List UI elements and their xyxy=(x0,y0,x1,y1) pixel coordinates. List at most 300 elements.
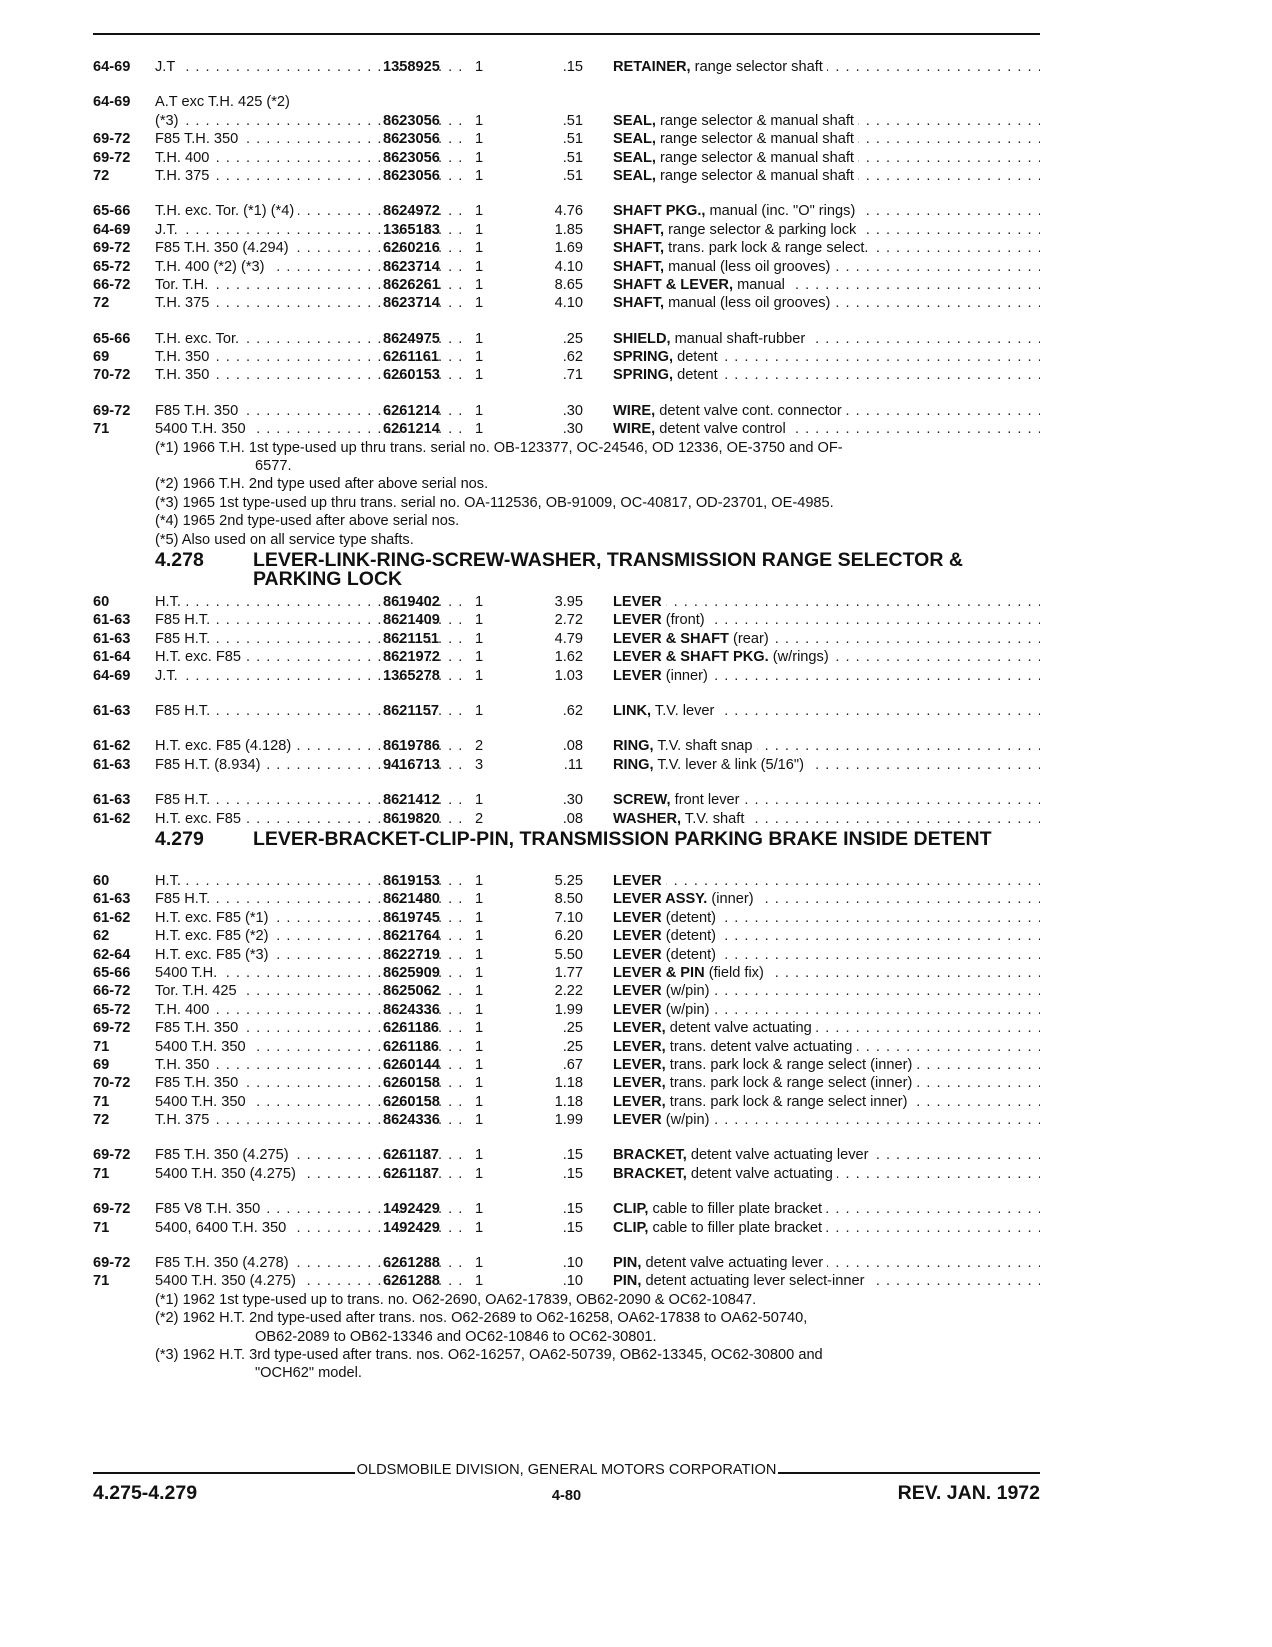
application-text: H.T. exc. F85 (*1) xyxy=(155,910,273,926)
part-row xyxy=(93,872,1043,890)
item-description xyxy=(613,667,1040,685)
item-name: LEVER, xyxy=(613,1075,666,1092)
item-detail: (front) xyxy=(665,612,705,629)
item-detail: (inner) xyxy=(665,667,708,684)
application-text: (*3) xyxy=(155,113,183,129)
price: .10 xyxy=(562,1273,583,1290)
model-years: 61-62 xyxy=(93,738,131,755)
item-description xyxy=(613,946,1040,964)
item-description xyxy=(613,402,1040,420)
application-text: T.H. 400 (*2) (*3) xyxy=(155,259,269,275)
row-spacer xyxy=(93,685,1043,702)
part-row xyxy=(93,420,1043,438)
section-number: 4.278 xyxy=(155,549,204,572)
quantity: 1 xyxy=(475,630,484,647)
item-text xyxy=(613,983,714,999)
part-number: 6261214 xyxy=(383,421,440,438)
item-name: LINK, xyxy=(613,703,652,720)
part-row xyxy=(93,1111,1043,1129)
model-years: 65-66 xyxy=(93,330,131,347)
item-text xyxy=(613,612,709,628)
quantity: 1 xyxy=(475,276,484,293)
footnote-continuation: 6577. xyxy=(255,458,292,475)
model-years: 65-66 xyxy=(93,964,131,981)
item-detail: manual xyxy=(737,276,785,293)
item-detail: cable to filler plate bracket xyxy=(652,1219,823,1236)
quantity: 1 xyxy=(475,258,484,275)
quantity: 1 xyxy=(475,1165,484,1182)
quantity: 2 xyxy=(475,810,484,827)
section-number: 4.279 xyxy=(155,827,204,850)
part-number: 8623056 xyxy=(383,131,440,148)
item-description xyxy=(613,1200,1040,1218)
item-text xyxy=(613,1112,714,1128)
item-name: SHAFT & LEVER, xyxy=(613,276,733,293)
application-text: F85 H.T. (8.934) xyxy=(155,757,264,773)
item-description xyxy=(613,890,1040,908)
part-number: 9416713 xyxy=(383,756,440,773)
item-detail: (w/pin) xyxy=(665,983,710,1000)
parts-group-4-277 xyxy=(93,58,1043,439)
item-name: WIRE, xyxy=(613,402,656,419)
quantity: 1 xyxy=(475,1112,484,1129)
item-text xyxy=(613,1147,873,1163)
item-text xyxy=(613,59,827,75)
price: 1.99 xyxy=(554,1001,583,1018)
item-name: PIN, xyxy=(613,1273,642,1290)
item-description xyxy=(613,1165,1040,1183)
item-detail: (detent) xyxy=(665,928,717,945)
price: .30 xyxy=(562,402,583,419)
item-name: CLIP, xyxy=(613,1219,649,1236)
part-row xyxy=(93,239,1043,257)
item-detail: trans. park lock & range select inner) xyxy=(669,1093,908,1110)
price: 4.76 xyxy=(554,203,583,220)
model-years: 69-72 xyxy=(93,131,131,148)
item-description xyxy=(613,927,1040,945)
quantity: 1 xyxy=(475,330,484,347)
model-years: 70-72 xyxy=(93,367,131,384)
item-name: BRACKET, xyxy=(613,1165,687,1182)
item-text xyxy=(613,113,858,129)
part-row xyxy=(93,1146,1043,1164)
part-row xyxy=(93,611,1043,629)
item-text xyxy=(613,277,789,293)
item-name: LEVER xyxy=(613,928,662,945)
model-years: 60 xyxy=(93,872,110,889)
item-text xyxy=(613,965,768,981)
part-number: 8623056 xyxy=(383,149,440,166)
quantity: 1 xyxy=(475,1038,484,1055)
part-row xyxy=(93,982,1043,1000)
model-years: 66-72 xyxy=(93,983,131,1000)
item-detail: (w/pin) xyxy=(665,1112,710,1129)
price: 4.79 xyxy=(554,630,583,647)
item-detail: detent valve actuating lever xyxy=(690,1147,869,1164)
part-number: 1365183 xyxy=(383,221,440,238)
part-number: 6261187 xyxy=(383,1165,440,1182)
part-number: 6261186 xyxy=(383,1038,440,1055)
part-row xyxy=(93,294,1043,312)
footnote xyxy=(93,1346,1043,1383)
price: .10 xyxy=(562,1255,583,1272)
item-description xyxy=(613,294,1040,312)
part-number: 1492429 xyxy=(383,1201,440,1218)
part-row xyxy=(93,1019,1043,1037)
part-row xyxy=(93,791,1043,809)
quantity: 1 xyxy=(475,349,484,366)
quantity: 1 xyxy=(475,421,484,438)
item-description xyxy=(613,909,1040,927)
application-text: T.H. 400 xyxy=(155,1002,213,1018)
item-description xyxy=(613,276,1040,294)
item-description xyxy=(613,1093,1040,1111)
part-row xyxy=(93,112,1043,130)
price: 3.95 xyxy=(554,594,583,611)
model-years: 65-66 xyxy=(93,203,131,220)
item-text xyxy=(613,891,758,907)
price: .62 xyxy=(562,703,583,720)
item-text xyxy=(613,910,720,926)
item-text xyxy=(613,222,860,238)
revision-date: REV. JAN. 1972 xyxy=(897,1482,1040,1504)
item-detail: range selector & manual shaft xyxy=(660,167,854,184)
item-name: LEVER & PIN xyxy=(613,964,705,981)
top-rule xyxy=(93,33,1040,35)
part-number: 8621480 xyxy=(383,891,440,908)
footnote-continuation: OB62-2089 to OB62-13346 and OC62-10846 to OC62-30801. xyxy=(255,1328,657,1345)
price: 1.03 xyxy=(554,667,583,684)
row-spacer xyxy=(93,1129,1043,1146)
item-name: PIN, xyxy=(613,1255,642,1272)
item-name: LEVER xyxy=(613,946,662,963)
item-description xyxy=(613,1219,1040,1237)
item-name: LEVER, xyxy=(613,1020,666,1037)
item-detail: range selector shaft xyxy=(694,59,823,75)
footnote-text: (*3) 1962 H.T. 3rd type-used after trans. nos. O62-16257, OA62-50739, OB62-13345, OC62-30800 and xyxy=(155,1347,823,1364)
application-text: H.T. exc. F85 (*3) xyxy=(155,947,273,963)
quantity: 1 xyxy=(475,203,484,220)
application-text: T.H. 375 xyxy=(155,1112,213,1128)
item-name: RING, xyxy=(613,756,654,773)
model-years: 60 xyxy=(93,594,110,611)
model-years: 61-62 xyxy=(93,909,131,926)
application-text: 5400 T.H. xyxy=(155,965,221,981)
footnote xyxy=(93,512,1043,530)
item-description xyxy=(613,872,1040,890)
part-row xyxy=(93,130,1043,148)
item-detail: detent valve control xyxy=(659,421,786,438)
item-detail: manual shaft-rubber xyxy=(674,330,806,347)
price: .51 xyxy=(562,167,583,184)
model-years: 62 xyxy=(93,928,110,945)
part-number: 8624972 xyxy=(383,203,440,220)
footnote-text: (*4) 1965 2nd type-used after above serial nos. xyxy=(155,513,460,530)
quantity: 1 xyxy=(475,402,484,419)
section-range: 4.275-4.279 xyxy=(93,1482,198,1504)
price: 8.50 xyxy=(554,891,583,908)
item-description xyxy=(613,1038,1040,1056)
model-years: 62-64 xyxy=(93,946,131,963)
part-number: 8621412 xyxy=(383,792,440,809)
application-text: F85 T.H. 350 xyxy=(155,131,242,147)
quantity: 1 xyxy=(475,891,484,908)
item-description xyxy=(613,258,1040,276)
price: .51 xyxy=(562,112,583,129)
item-text xyxy=(613,1166,837,1182)
quantity: 1 xyxy=(475,167,484,184)
item-name: SPRING, xyxy=(613,349,674,366)
quantity: 2 xyxy=(475,738,484,755)
model-years: 70-72 xyxy=(93,1075,131,1092)
price: 2.22 xyxy=(554,983,583,1000)
model-years: 69 xyxy=(93,1056,110,1073)
item-text xyxy=(613,631,773,647)
price: .15 xyxy=(562,1201,583,1218)
model-years: 65-72 xyxy=(93,1001,131,1018)
part-number: 6261288 xyxy=(383,1255,440,1272)
part-row xyxy=(93,58,1043,76)
model-years: 71 xyxy=(93,1038,110,1055)
quantity: 1 xyxy=(475,1147,484,1164)
item-text xyxy=(613,928,720,944)
price: 1.99 xyxy=(554,1112,583,1129)
part-row xyxy=(93,737,1043,755)
quantity: 1 xyxy=(475,983,484,1000)
part-row xyxy=(93,1056,1043,1074)
item-name: SEAL, xyxy=(613,167,656,184)
quantity: 1 xyxy=(475,792,484,809)
footnote-continuation: "OCH62" model. xyxy=(255,1365,362,1382)
footnotes-group-1 xyxy=(93,439,1043,549)
part-number: 8621409 xyxy=(383,612,440,629)
price: 1.69 xyxy=(554,240,583,257)
part-number: 8621972 xyxy=(383,649,440,666)
application-text: 5400 T.H. 350 xyxy=(155,421,250,437)
part-row xyxy=(93,93,1043,111)
application-text: 5400 T.H. 350 xyxy=(155,1039,250,1055)
parts-group-4-279 xyxy=(93,872,1043,1291)
item-detail: detent actuating lever select-inner xyxy=(645,1273,865,1290)
item-text xyxy=(613,295,834,311)
item-name: WASHER, xyxy=(613,810,682,827)
item-name: LEVER xyxy=(613,612,662,629)
quantity: 1 xyxy=(475,59,484,75)
quantity: 1 xyxy=(475,928,484,945)
quantity: 1 xyxy=(475,703,484,720)
application-text: F85 H.T. xyxy=(155,891,214,907)
part-number: 8625062 xyxy=(383,983,440,1000)
item-detail: range selector & manual shaft xyxy=(660,149,854,166)
item-description xyxy=(613,593,1040,611)
item-name: SHAFT, xyxy=(613,240,665,257)
item-text xyxy=(613,757,808,773)
model-years: 64-69 xyxy=(93,59,131,75)
item-name: LEVER, xyxy=(613,1038,666,1055)
part-row xyxy=(93,202,1043,220)
model-years: 61-64 xyxy=(93,649,131,666)
price: .51 xyxy=(562,131,583,148)
application-text: H.T. exc. F85 (*2) xyxy=(155,928,273,944)
footnote-text: (*2) 1962 H.T. 2nd type-used after trans. nos. O62-2689 to O62-16258, OA62-17838 to OA62-50740, xyxy=(155,1310,808,1327)
item-name: LEVER xyxy=(613,872,662,889)
item-description xyxy=(613,1056,1040,1074)
part-number: 6260216 xyxy=(383,240,440,257)
part-number: 8623056 xyxy=(383,112,440,129)
part-row xyxy=(93,927,1043,945)
item-name: RING, xyxy=(613,738,654,755)
item-detail: manual (less oil grooves) xyxy=(668,295,831,312)
item-detail: (w/rings) xyxy=(772,649,829,666)
item-description xyxy=(613,1146,1040,1164)
part-row xyxy=(93,1272,1043,1290)
item-detail: trans. park lock & range select (inner) xyxy=(669,1056,913,1073)
item-text xyxy=(613,259,834,275)
item-description xyxy=(613,239,1040,257)
item-detail: (detent) xyxy=(665,946,717,963)
model-years: 72 xyxy=(93,1112,110,1129)
item-text xyxy=(613,331,809,347)
application-text: F85 H.T. xyxy=(155,792,214,808)
item-text xyxy=(613,792,744,808)
item-name: LEVER xyxy=(613,594,662,611)
item-name: CLIP, xyxy=(613,1201,649,1218)
item-name: SHIELD, xyxy=(613,330,671,347)
part-number: 8625909 xyxy=(383,964,440,981)
item-text xyxy=(613,367,722,383)
item-text xyxy=(613,1002,714,1018)
item-name: SEAL, xyxy=(613,149,656,166)
price: 1.18 xyxy=(554,1093,583,1110)
part-row xyxy=(93,1219,1043,1237)
item-name: SHAFT, xyxy=(613,221,665,238)
quantity: 1 xyxy=(475,964,484,981)
application-text: F85 H.T. xyxy=(155,703,214,719)
row-spacer xyxy=(93,385,1043,402)
item-text xyxy=(613,1020,816,1036)
item-text xyxy=(613,668,712,684)
model-years: 61-63 xyxy=(93,756,131,773)
item-detail: range selector & manual shaft xyxy=(660,131,854,148)
row-spacer xyxy=(93,1183,1043,1200)
footnote-text: (*2) 1966 T.H. 2nd type used after above serial nos. xyxy=(155,476,489,493)
item-detail: cable to filler plate bracket xyxy=(652,1201,823,1218)
price: 7.10 xyxy=(554,909,583,926)
price: .08 xyxy=(562,810,583,827)
quantity: 1 xyxy=(475,946,484,963)
part-row xyxy=(93,1200,1043,1218)
quantity: 1 xyxy=(475,131,484,148)
quantity: 1 xyxy=(475,1201,484,1218)
item-detail: trans. park lock & range select (inner) xyxy=(669,1075,913,1092)
item-text xyxy=(613,738,757,754)
price: .25 xyxy=(562,330,583,347)
application-text: F85 T.H. 350 (4.278) xyxy=(155,1255,293,1271)
item-name: LEVER & SHAFT xyxy=(613,630,729,647)
part-number: 6260158 xyxy=(383,1093,440,1110)
item-text xyxy=(613,403,846,419)
model-years: 64-69 xyxy=(93,667,131,684)
application-text: A.T exc T.H. 425 (*2) xyxy=(155,94,294,110)
part-row xyxy=(93,667,1043,685)
page-number: 4-80 xyxy=(551,1488,582,1504)
item-detail: range selector & parking lock xyxy=(668,221,857,238)
parts-list xyxy=(93,58,1043,1383)
part-number: 6261214 xyxy=(383,402,440,419)
item-detail: detent valve actuating xyxy=(690,1165,833,1182)
item-detail: trans. detent valve actuating xyxy=(669,1038,853,1055)
item-text xyxy=(613,240,873,256)
footnote-text: (*1) 1962 1st type-used up to trans. no. O62-2690, OA62-17839, OB62-2090 & OC62-10847. xyxy=(155,1291,757,1308)
item-description xyxy=(613,167,1040,185)
item-detail: (detent) xyxy=(665,909,717,926)
item-detail: T.V. lever xyxy=(654,703,715,720)
part-row xyxy=(93,167,1043,185)
application-text: J.T xyxy=(155,59,179,75)
row-spacer xyxy=(93,185,1043,202)
part-row xyxy=(93,221,1043,239)
item-text xyxy=(613,703,718,719)
item-text xyxy=(613,1057,916,1073)
model-years: 61-63 xyxy=(93,703,131,720)
price: 1.77 xyxy=(554,964,583,981)
part-number: 8623056 xyxy=(383,167,440,184)
model-years: 65-72 xyxy=(93,258,131,275)
price: .15 xyxy=(562,1219,583,1236)
model-years: 72 xyxy=(93,167,110,184)
quantity: 1 xyxy=(475,1020,484,1037)
quantity: 1 xyxy=(475,149,484,166)
application-text: F85 T.H. 350 xyxy=(155,1075,242,1091)
item-name: SHAFT, xyxy=(613,258,665,275)
model-years: 61-63 xyxy=(93,792,131,809)
section-heading-4-279 xyxy=(93,827,1043,872)
item-description xyxy=(613,221,1040,239)
application-text: T.H. exc. Tor. (*1) (*4) xyxy=(155,203,298,219)
part-number: 8624336 xyxy=(383,1001,440,1018)
model-years: 72 xyxy=(93,295,110,312)
quantity: 1 xyxy=(475,112,484,129)
item-detail: detent xyxy=(677,349,718,366)
quantity: 1 xyxy=(475,295,484,312)
price: 4.10 xyxy=(554,258,583,275)
price: 2.72 xyxy=(554,612,583,629)
part-row xyxy=(93,402,1043,420)
item-text xyxy=(613,1075,916,1091)
item-text xyxy=(613,1201,826,1217)
quantity: 1 xyxy=(475,221,484,238)
item-detail: (inner) xyxy=(711,891,754,908)
item-description xyxy=(613,130,1040,148)
item-description xyxy=(613,149,1040,167)
item-text xyxy=(613,168,858,184)
model-years: 61-63 xyxy=(93,612,131,629)
price: .15 xyxy=(562,59,583,75)
application-text: T.H. 400 xyxy=(155,150,213,166)
part-number: 8619745 xyxy=(383,909,440,926)
item-description xyxy=(613,348,1040,366)
price: .51 xyxy=(562,149,583,166)
part-number: 8619786 xyxy=(383,738,440,755)
application-text: H.T. exc. F85 (4.128) xyxy=(155,738,295,754)
part-number: 6261187 xyxy=(383,1147,440,1164)
part-row xyxy=(93,702,1043,720)
price: 6.20 xyxy=(554,928,583,945)
division-name: OLDSMOBILE DIVISION, GENERAL MOTORS CORPORATION xyxy=(356,1462,777,1478)
item-detail: T.V. lever & link (5/16") xyxy=(657,756,804,773)
part-row xyxy=(93,1093,1043,1111)
model-years: 71 xyxy=(93,1219,110,1236)
